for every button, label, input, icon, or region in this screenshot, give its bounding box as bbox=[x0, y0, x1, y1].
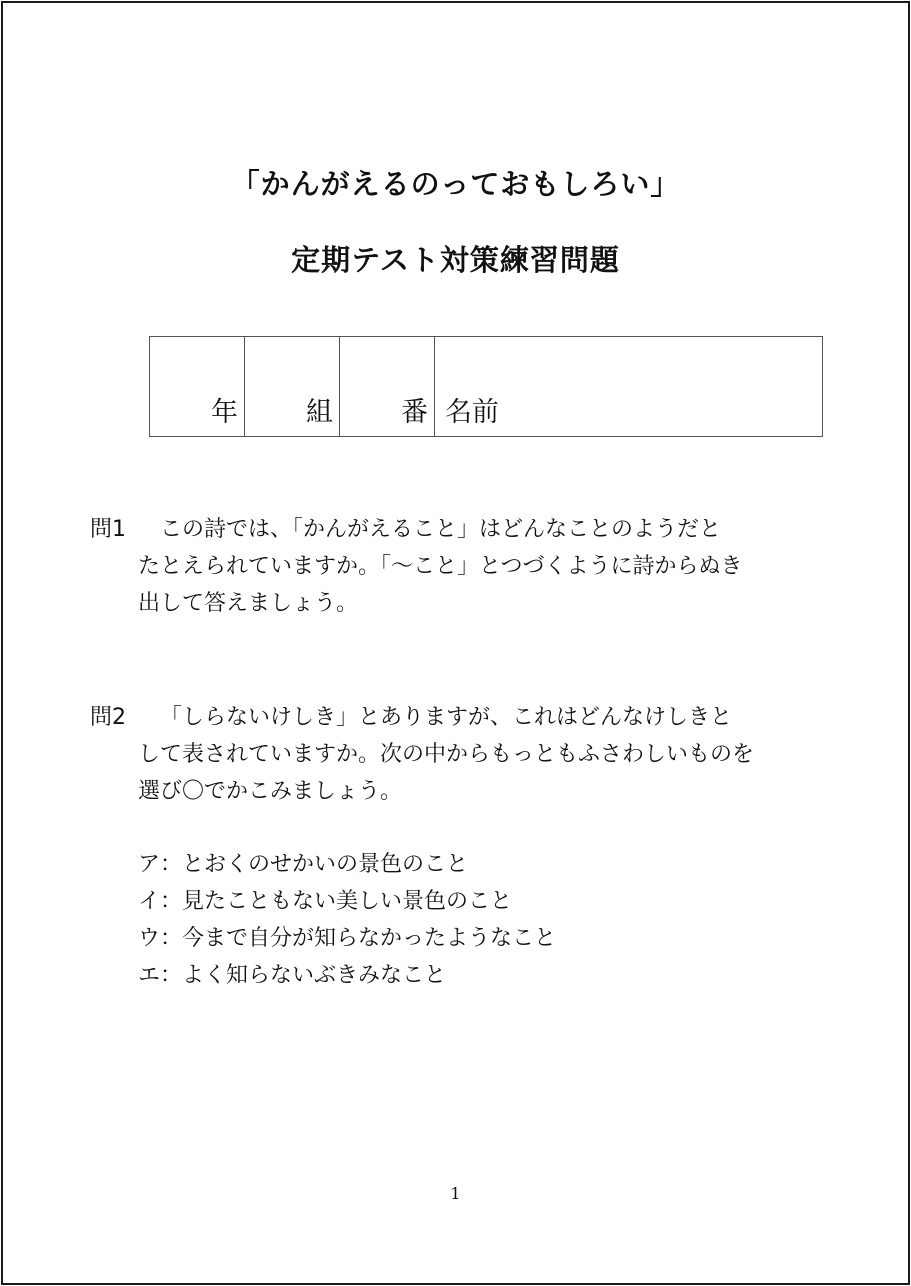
question-2-line-3: 選び〇でかこみましょう。 bbox=[138, 779, 403, 804]
worksheet-title: 「かんがえるのっておもしろい」 bbox=[230, 167, 681, 201]
question-2-line-1: 「しらないけしき」とありますが、これはどんなけしきと bbox=[160, 705, 733, 730]
question-1-line-1: この詩では、「かんがえること」はどんなことのようだと bbox=[160, 517, 722, 542]
question-1 bbox=[90, 511, 743, 622]
question-2-label: 問2 bbox=[90, 705, 126, 730]
name-label: 名前 bbox=[445, 397, 499, 428]
class-label: 組 bbox=[306, 397, 333, 428]
question-2-line-2: して表されていますか。次の中からもっともふさわしいものを bbox=[138, 742, 755, 767]
choice-u[interactable]: ウ：今まで自分が知らなかったようなこと bbox=[138, 926, 557, 951]
choice-i[interactable]: イ：見たこともない美しい景色のこと bbox=[138, 889, 513, 914]
student-info-table bbox=[149, 336, 823, 437]
class-field[interactable] bbox=[245, 337, 340, 437]
number-label: 番 bbox=[401, 397, 428, 428]
question-1-label: 問1 bbox=[90, 517, 126, 542]
question-2 bbox=[90, 699, 754, 810]
name-field[interactable] bbox=[435, 337, 823, 437]
choice-a[interactable]: ア：とおくのせかいの景色のこと bbox=[138, 852, 469, 877]
year-field[interactable] bbox=[150, 337, 245, 437]
number-field[interactable] bbox=[340, 337, 435, 437]
question-1-line-2: たとえられていますか。「～こと」とつづくように詩からぬき bbox=[138, 554, 743, 579]
year-label: 年 bbox=[211, 397, 238, 428]
question-2-choices bbox=[138, 846, 556, 994]
worksheet-subtitle: 定期テスト対策練習問題 bbox=[291, 243, 620, 277]
question-1-line-3: 出して答えましょう。 bbox=[138, 591, 359, 616]
choice-e[interactable]: エ：よく知らないぶきみなこと bbox=[138, 963, 447, 988]
page-number: 1 bbox=[450, 1184, 461, 1203]
